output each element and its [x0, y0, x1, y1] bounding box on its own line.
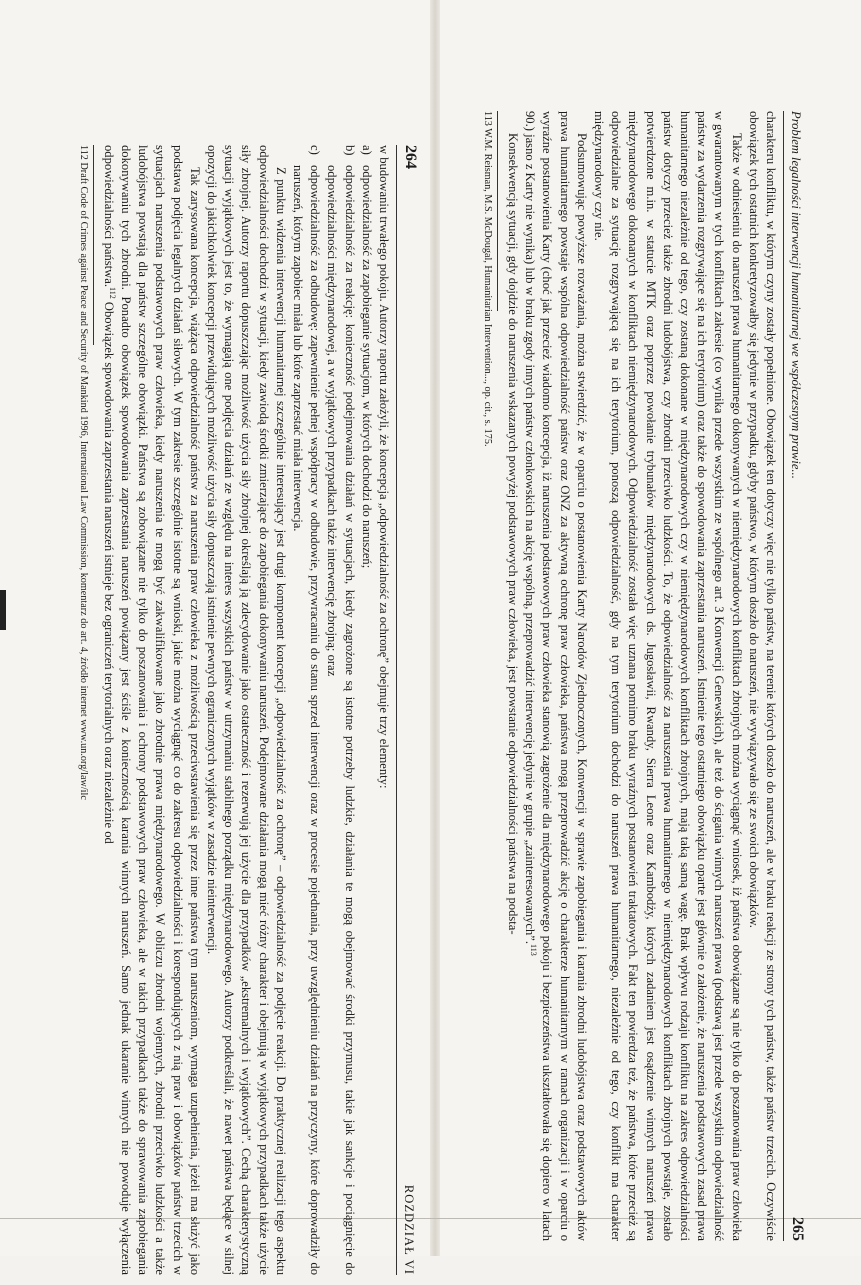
- body-paragraph: charakteru konfliktu, w którym czyny zostały popełnione. Obowiązek ten dotyczy więc nie tylko państw, na terenie których doszło do naruszeń, ale w braku reakcji ze strony tych państw, także państw trzecich. Oczywiście obowiązek tych ostatnich konkretyzowałby się jedynie w przypadku, gdyby państwo, w którym doszło do naruszeń, nie wywiązywało się ze swoich obowiązków.: [746, 111, 778, 1241]
- list-item-text: odpowiedzialność za reakcję: konieczność podejmowania działań w sytuacjach, kiedy zagrożone są istotne potrzeby ludzkie, działania te mogą obejmować środki przymusu, takie jak sankcje i pociągnięcie do odpowiedzialności międzynarodowej, a w wyjątkowych przypadkach także interwencję zbrojną; oraz: [325, 165, 357, 1275]
- page-header: [783, 111, 806, 1241]
- body-paragraph-text: Tak zarysowana koncepcja, wiążąca odpowiedzialność państw za naruszenia praw człowieka z możliwością przeciwstawienia się przez inne państwa tym naruszeniom, wymaga uzupełnienia, jeżeli ma służyć jako podstawa podjęcia legalnych działań siłowych. W tym zakresie szczególnie istotne są wnioski, jakie można wyciągnąć co do zakresu odpowiedzialności i korespondujących z nią praw i obowiązków państw trzecich w sytuacjach naruszenia podstawowych praw człowieka, kiedy naruszenia te mogą być zakwalifikowane jako zbrodnie prawa międzynarodowego. W obliczu zbrodni wojennych, zbrodni przeciwko ludzkości a także ludobójstwa powstają dla państw szczególne obowiązki. Państwa są zobowiązane nie tylko do poszanowania i ochrony podstawowych praw człowieka, ale w takich przypadkach także do sprawowania zapobiegania dokonywaniu tych zbrodni. Ponadto obowiązek spowodowania zaprzestania naruszeń powiązany jest ściśle z koniecznością karania winnych naruszeń. Samo jednak ukaranie winnych nie powoduje wyłączenia odpowiedzialności państwa.: [101, 145, 202, 1275]
- body-paragraph: [521, 111, 590, 1241]
- body-paragraph-continuation: Obowiązek spowodowania zaprzestania naruszeń istnieje bez ograniczeń terytorialnych oraz niezależnie od: [101, 301, 116, 844]
- list-item-text: odpowiedzialność za zapobieganie sytuacjom, w których dochodzi do naruszeń;: [359, 165, 374, 569]
- list-marker: c): [308, 145, 323, 155]
- footnote: 112 Draft Code of Crimes against Peace and Security of Mankind 1996, International Law Commission, komentarz do art. 4, źródło internet www.un.org/law/ilc: [77, 145, 89, 800]
- scan-edge-mark: [0, 590, 6, 630]
- footnote-separator: [497, 111, 498, 311]
- list-item-text: odpowiedzialność za odbudowę: zapewnienie pełnej współpracy w odbudowie, przywracaniu do stanu sprzed interwencji oraz w procesie pojednania, przy uwzględnieniu działań na przyczyny, które doprowadziły do naruszeń, którym zapobiec miała lub które zaprzestać miała interwencja.: [290, 165, 323, 1275]
- list-marker: a): [359, 145, 374, 155]
- list-item: [289, 145, 323, 1275]
- body-paragraph: Konsekwencją sytuacji, gdy dojdzie do naruszenia wskazanych powyżej podstawowych praw człowieka, jest powstanie odpowiedzialności państwa na podsta-: [505, 133, 520, 935]
- running-head: ROZDZIAŁ VI: [402, 1184, 416, 1275]
- book-page-264: [70, 135, 425, 1285]
- body-paragraph: [100, 145, 203, 1275]
- book-page-265: [457, 101, 812, 1251]
- page-number: 264: [402, 145, 419, 169]
- list-marker: b): [342, 145, 357, 156]
- body-paragraph: Z punktu widzenia interwencji humanitarnej szczególnie interesujący jest drugi komponent koncepcji „odpowiedzialność za ochronę” – odpowiedzialność za podjęcie reakcji. Do praktycznej realizacji tego aspektu odpowiedzialności dochodzi w sytuacji, kiedy zawiodą środki zmierzające do zapobiegania dokonywaniu naruszeń. Podejmowane działania mogą mieć różny charakter i obejmują w wyjątkowych przypadkach także użycie siły zbrojnej. Autorzy raportu dopuszczając możliwość użycia siły zbrojnej określają ją zdecydowanie jako ostateczność i rezerwują jej użycie dla przypadków „ekstremalnych i wyjątkowych”. Cechą charakterystyczną sytuacji wyjątkowych jest to, że wymagają one podjęcia działań ze względu na interes wszystkich państw w utrzymaniu stabilnego porządku międzynarodowego. Autorzy podkreślali, że nawet państwa będące w silnej opozycji do jakichkolwiek koncepcji przewidujących możliwość użycia siły dopuszczają istnienie pewnych ograniczonych wyjątków w zasadzie nieinterwencji.: [204, 145, 288, 1275]
- footnote-reference: 113: [529, 944, 539, 956]
- list-item: [323, 145, 357, 1275]
- page-header: [396, 145, 419, 1275]
- intro-paragraph: w budowaniu trwałego pokoju. Autorzy raportu założyli, że koncepcja „odpowiedzialność za ochronę” obejmuje trzy elementy:: [377, 145, 391, 789]
- footnote-separator: [93, 145, 94, 345]
- body-paragraph-text: Podsumowując powyższe rozważania, można stwierdzić, że w oparciu o postanowienia Karty Narodów Zjednoczonych, Konwencji w sprawie zapobiegania i karania zbrodni ludobójstwa oraz podstawowych aktów prawa humanitarnego powstaje wspólna odpowiedzialność państw oraz ONZ za aktywną ochronę praw człowieka, państwa mogą przeprowadzić akcję o charakterze humanitarnym w ramach organizacji i w oparciu o wyraźne postanowienia Karty (choć jak przecież wiadomo koncepcja, iż naruszenia podstawowych praw człowieka stanowią zagrożenie dla międzynarodowego pokoju i bezpieczeństwa ukształtowała się dopiero w latach 90.) jasno z Karty nie wynika) lub w braku zgody innych państw członkowskich na akcję wspólną, przeprowadzić interwencję jedynie w grupie „zainteresowanych”.: [523, 111, 589, 1241]
- book-gutter: [430, 0, 440, 1256]
- footnote-reference: 112: [107, 287, 117, 299]
- list-item: [358, 145, 375, 1275]
- running-head: Problem legalności interwencji humanitarnej we współczesnym prawie...: [789, 111, 803, 479]
- body-paragraph: Także w odniesieniu do naruszeń prawa humanitarnego dokonywanych w niemiędzynarodowych konfliktach zbrojnych można wyciągnąć wniosek, iż państwa obowiązane są nie tylko do poszanowania praw człowieka w gwarantowanym w tych konfliktach zakresie (co wynika przede wszystkim ze wspólnego art. 3 Konwencji Genewskich), ale też do ścigania winnych naruszeń prawa (podstawą jest przede wszystkim odpowiedzialność państw za wydarzenia rozgrywające się na ich terytorium) oraz także do spowodowania zaprzestania naruszeń. Istnienie tego ostatniego obowiązku oparte jest głównie o założenie, że naruszenia podstawowych zasad prawa humanitarnego niezależnie od tego, czy zostaną dokonane w międzynarodowych czy w niemiędzynarodowych konfliktach zbrojnych, mają taką samą wagę. Brak wpływu rodzaju konfliktu na zakres odpowiedzialności państw dotyczy przecież także zbrodni ludobójstwa, czy zbrodni przeciwko ludzkości. To, że odpowiedzialność za naruszenia prawa humanitarnego w niemiędzynarodowych konfliktach zbrojnych powstaje, zostało potwierdzone m.in. w statucie MTK oraz poprzez powołanie trybunałów międzynarodowych ds. Jugosławii, Rwandy, Sierra Leone oraz Kambodży, których zadaniem jest osądzenie winnych naruszeń prawa międzynarodowego dokonanych w konfliktach niemiędzynarodowych. Odpowiedzialność została więc uznana pomimo braku wyraźnych postanowień traktatowych. Fakt ten powierdza też, że państwa, które przecież są odpowiedzialne za sytuację rozgrywającą się na ich terytorium, ponoszą odpowiedzialność, gdy na tym terytorium dochodzi do naruszeń prawa humanitarnego, niezależnie od tego, czy konflikt ma charakter międzynarodowy czy nie.: [591, 111, 744, 1241]
- page-number: 265: [789, 1217, 806, 1241]
- footnote: 113 W.M. Reisman, M.S. McDougal, Humanitarian Intervention..., op. cit., s. 175.: [481, 111, 493, 447]
